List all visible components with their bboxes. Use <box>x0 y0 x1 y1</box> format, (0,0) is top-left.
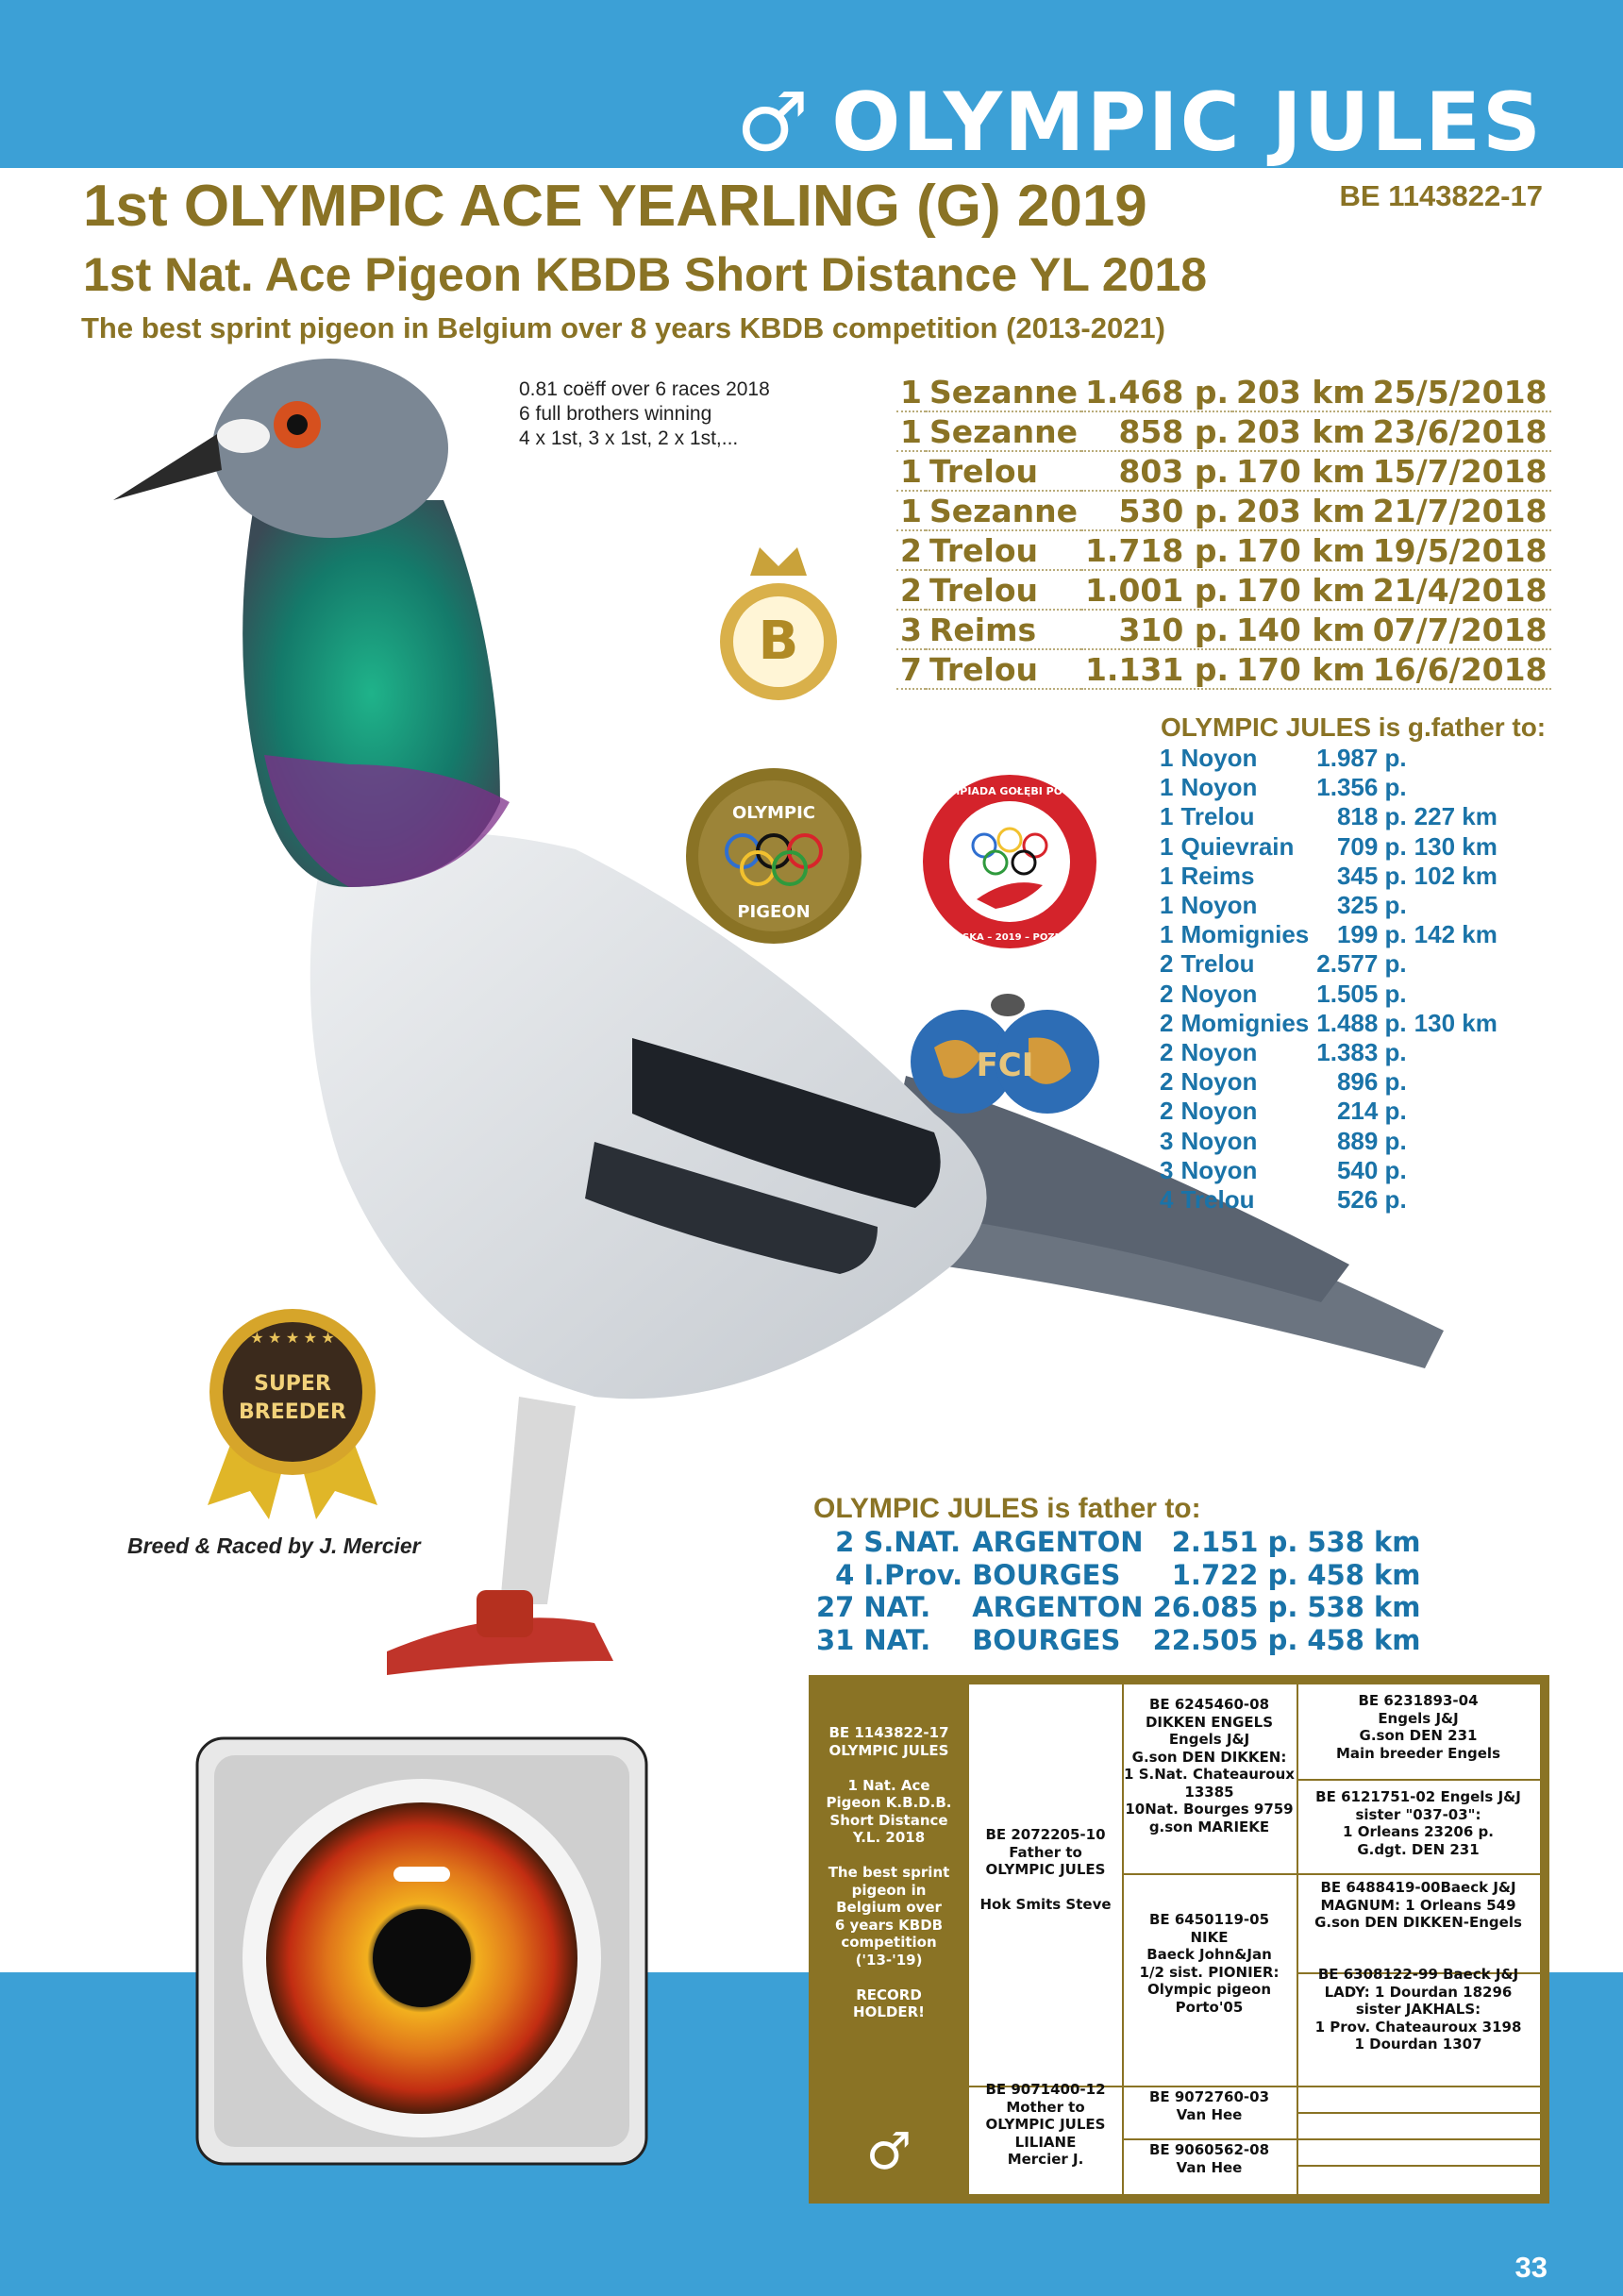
pedigree-line: ('13-'19) <box>855 1951 923 1969</box>
result-row <box>896 570 1551 610</box>
pedigree-line: BE 1143822-17 <box>828 1724 949 1741</box>
result-race: Trelou <box>926 649 1081 689</box>
result-place: 1 <box>896 373 926 411</box>
result-pigeons: 1.468 p. <box>1081 373 1232 411</box>
pedigree-line: Short Distance <box>829 1811 948 1829</box>
pedigree-sire-dam <box>1124 1911 1295 2016</box>
gf-pigeons: 199 p. <box>1336 920 1407 949</box>
pedigree-line: BE 9072760-03 <box>1148 2088 1270 2105</box>
father-race: BOURGES <box>972 1623 1121 1656</box>
father-race: ARGENTON <box>972 1591 1144 1624</box>
pedigree-line: Y.L. 2018 <box>852 1829 926 1846</box>
gf-row <box>1156 862 1501 891</box>
pedigree-line: 1 Dourdan 1307 <box>1354 2036 1482 2053</box>
result-place: 1 <box>896 411 926 451</box>
gf-pigeons: 345 p. <box>1336 861 1407 890</box>
result-row <box>896 373 1551 411</box>
result-place: 7 <box>896 649 926 689</box>
gf-row <box>1156 920 1501 949</box>
gf-place: 1 <box>1160 891 1174 920</box>
gf-place: 2 <box>1160 1037 1174 1066</box>
pedigree-line: Mother to <box>1006 2098 1085 2116</box>
gf-row <box>1156 980 1501 1009</box>
gf-row <box>1156 1038 1501 1067</box>
olympic-pigeon-badge <box>684 766 863 946</box>
tagline: The best sprint pigeon in Belgium over 8 years KBDB competition (2013-2021) <box>81 311 1165 344</box>
gf-km <box>1411 1038 1501 1067</box>
result-race: Sezanne <box>926 491 1081 530</box>
result-race: Trelou <box>926 530 1081 570</box>
result-race: Sezanne <box>926 373 1081 411</box>
result-place: 1 <box>896 451 926 491</box>
gf-pigeons: 1.383 p. <box>1316 1037 1407 1066</box>
super-breeder-badge <box>198 1307 387 1519</box>
kbdb-letter: B <box>758 611 799 672</box>
pedigree-line: MAGNUM: 1 Orleans 549 <box>1320 1896 1516 1914</box>
result-race: Trelou <box>926 451 1081 491</box>
father-place: 31 <box>816 1623 855 1656</box>
result-date: 19/5/2018 <box>1369 530 1551 570</box>
father-place: 4 <box>835 1558 855 1591</box>
gf-row <box>1156 1067 1501 1097</box>
gf-place: 1 <box>1160 861 1174 890</box>
gf-row <box>1156 1156 1501 1185</box>
pedigree-chart <box>809 1675 1549 2204</box>
result-place: 2 <box>896 570 926 610</box>
gf-place: 3 <box>1160 1155 1174 1184</box>
result-race: Sezanne <box>926 411 1081 451</box>
pedigree-sire-sire <box>1124 1696 1295 1835</box>
pedigree-line: BE 6231893-04 <box>1358 1692 1479 1709</box>
gf-km <box>1411 1156 1501 1185</box>
father-pigeons: 2.151 p. <box>1171 1526 1298 1559</box>
result-pigeons: 858 p. <box>1081 411 1232 451</box>
gf-row <box>1156 1185 1501 1215</box>
gf-km <box>1411 773 1501 802</box>
gf-race: Noyon <box>1180 979 1258 1008</box>
gf-pigeons: 1.356 p. <box>1316 773 1407 802</box>
pedigree-line: HOLDER! <box>853 2003 925 2020</box>
father-results-table <box>812 1526 1426 1656</box>
pedigree-line: 1 Prov. Chateauroux 3198 <box>1314 2018 1522 2036</box>
result-pigeons: 310 p. <box>1081 610 1232 649</box>
gf-place: 2 <box>1160 1067 1174 1097</box>
result-km: 203 km <box>1232 491 1369 530</box>
result-date: 25/5/2018 <box>1369 373 1551 411</box>
olympiad-2019-badge <box>891 772 1129 951</box>
gf-row <box>1156 773 1501 802</box>
pedigree-line: Van Hee <box>1176 2105 1243 2123</box>
father-pigeons: 1.722 p. <box>1171 1558 1298 1591</box>
result-row <box>896 610 1551 649</box>
super-text: SUPER <box>254 1372 331 1396</box>
olympiad-title: XXXVI OLIMPIADA GOŁĘBI POCZTOWYCH <box>891 785 1129 797</box>
pedigree-line: 13385 <box>1184 1783 1234 1801</box>
pedigree-line: Engels J&J <box>1378 1709 1459 1727</box>
father-row <box>812 1559 1426 1592</box>
father-km: 458 km <box>1307 1623 1421 1656</box>
father-km: 538 km <box>1307 1591 1421 1624</box>
pedigree-line: BE 6121751-02 Engels J&J <box>1315 1788 1521 1805</box>
pedigree-dam-dam <box>1124 2141 1295 2176</box>
father-level: I.Prov. <box>863 1558 963 1591</box>
pedigree-line: competition <box>841 1934 937 1951</box>
olympiad-bottom: POLSKA – 2019 – POZNAŃ <box>941 932 1079 943</box>
gf-race: Quievrain <box>1180 831 1295 861</box>
result-km: 203 km <box>1232 373 1369 411</box>
pedigree-line: Olympic pigeon <box>1146 1981 1272 1998</box>
gf-place: 2 <box>1160 1008 1174 1037</box>
gf-row <box>1156 1126 1501 1155</box>
ring-number: BE 1143822-17 <box>1339 179 1543 212</box>
pedigree-line: OLYMPIC JULES <box>828 1741 949 1759</box>
gf-km <box>1411 1126 1501 1155</box>
result-date: 23/6/2018 <box>1369 411 1551 451</box>
result-row <box>896 451 1551 491</box>
pedigree-line <box>971 1879 1120 1897</box>
pedigree-line: Engels J&J <box>1168 1731 1250 1748</box>
gf-place: 1 <box>1160 920 1174 949</box>
result-row <box>896 411 1551 451</box>
result-km: 170 km <box>1232 649 1369 689</box>
result-race: Reims <box>926 610 1081 649</box>
pedigree-line <box>816 1759 962 1777</box>
page-number: 33 <box>1514 2251 1548 2284</box>
gf-km <box>1411 744 1501 773</box>
gf-place: 1 <box>1160 744 1174 773</box>
result-pigeons: 1.718 p. <box>1081 530 1232 570</box>
result-km: 203 km <box>1232 411 1369 451</box>
gf-race: Noyon <box>1180 1097 1258 1126</box>
pedigree-line: sister "037-03": <box>1355 1805 1481 1823</box>
fci-text: FCI <box>976 1047 1034 1084</box>
pedigree-line: 6 years KBDB <box>834 1916 944 1934</box>
main-title: 1st OLYMPIC ACE YEARLING (G) 2019 <box>83 174 1147 239</box>
pedigree-divider <box>1122 2086 1540 2087</box>
pedigree-line: Porto'05 <box>1175 1998 1244 2016</box>
result-pigeons: 530 p. <box>1081 491 1232 530</box>
pedigree-sire <box>971 1826 1120 1914</box>
pedigree-line: G.dgt. DEN 231 <box>1357 1840 1480 1858</box>
father-place: 2 <box>835 1526 855 1559</box>
pedigree-line: G.son DEN 231 <box>1359 1727 1478 1744</box>
pedigree-line: BE 6450119-05 <box>1148 1911 1270 1928</box>
father-km: 538 km <box>1307 1526 1421 1559</box>
father-level: NAT. <box>863 1591 931 1624</box>
race-results-table <box>896 373 1551 690</box>
gf-race: Noyon <box>1180 773 1258 802</box>
pedigree-line <box>816 1847 962 1865</box>
father-race: ARGENTON <box>972 1526 1144 1559</box>
gf-km <box>1411 949 1501 979</box>
pedigree-divider <box>1297 2112 1540 2114</box>
pedigree-line: Hok Smits Steve <box>979 1896 1112 1913</box>
gf-race: Momignies <box>1180 920 1310 949</box>
pigeon-name-header <box>736 75 1543 170</box>
breeder-credit: Breed & Raced by J. Mercier <box>127 1533 421 1558</box>
gf-race: Noyon <box>1180 1155 1258 1184</box>
father-place: 27 <box>816 1591 855 1624</box>
pigeon-text: PIGEON <box>737 902 811 922</box>
subtitle: 1st Nat. Ace Pigeon KBDB Short Distance YL 2018 <box>83 248 1208 301</box>
father-race: BOURGES <box>972 1558 1121 1591</box>
gf-pigeons: 889 p. <box>1336 1126 1407 1155</box>
result-pigeons: 803 p. <box>1081 451 1232 491</box>
gf-row <box>1156 832 1501 862</box>
gf-place: 2 <box>1160 949 1174 979</box>
gf-pigeons: 1.505 p. <box>1316 979 1407 1008</box>
olympic-text: OLYMPIC <box>731 803 816 823</box>
pedigree-line: pigeon in <box>851 1881 927 1899</box>
father-title: OLYMPIC JULES is father to: <box>813 1493 1201 1524</box>
pedigree-line: BE 9071400-12 <box>985 2081 1106 2098</box>
gf-pigeons: 325 p. <box>1336 891 1407 920</box>
note-line: 4 x 1st, 3 x 1st, 2 x 1st,... <box>519 427 739 449</box>
pedigree-sdd <box>1298 1966 1538 2053</box>
pedigree-dam-sire <box>1124 2088 1295 2123</box>
result-km: 170 km <box>1232 570 1369 610</box>
pedigree-line: LILIANE <box>1014 2133 1077 2151</box>
father-pigeons: 22.505 p. <box>1152 1623 1298 1656</box>
father-level: NAT. <box>863 1623 931 1656</box>
gf-km <box>1411 980 1501 1009</box>
result-row <box>896 649 1551 689</box>
result-km: 170 km <box>1232 451 1369 491</box>
pedigree-line: sister JAKHALS: <box>1355 2001 1481 2018</box>
result-date: 07/7/2018 <box>1369 610 1551 649</box>
gf-place: 1 <box>1160 802 1174 831</box>
gf-race: Trelou <box>1180 802 1255 831</box>
pedigree-line: g.son MARIEKE <box>1148 1818 1270 1835</box>
father-km: 458 km <box>1307 1558 1421 1591</box>
gf-pigeons: 540 p. <box>1336 1155 1407 1184</box>
gf-km: 102 km <box>1414 861 1498 890</box>
gf-race: Reims <box>1180 861 1255 890</box>
result-date: 21/4/2018 <box>1369 570 1551 610</box>
kbdb-logo <box>712 538 845 708</box>
father-row <box>812 1591 1426 1624</box>
pedigree-line: LADY: 1 Dourdan 18296 <box>1324 1983 1513 2001</box>
pedigree-line: 1/2 sist. PIONIER: <box>1139 1963 1280 1981</box>
father-level: S.NAT. <box>863 1526 962 1559</box>
result-place: 2 <box>896 530 926 570</box>
pedigree-line: BE 2072205-10 <box>985 1826 1106 1843</box>
pedigree-line: Mercier J. <box>1007 2151 1084 2168</box>
result-place: 1 <box>896 491 926 530</box>
male-symbol-icon: ♂ <box>865 2121 912 2181</box>
male-symbol-icon: ♂ <box>736 75 812 170</box>
gf-row <box>1156 1009 1501 1038</box>
pedigree-line: Belgium over <box>836 1899 942 1916</box>
pedigree-subject <box>816 1724 962 2021</box>
gf-place: 4 <box>1160 1184 1174 1214</box>
gf-row <box>1156 949 1501 979</box>
gf-place: 2 <box>1160 1097 1174 1126</box>
pedigree-divider <box>1297 1779 1540 1781</box>
gf-pigeons: 1.987 p. <box>1316 744 1407 773</box>
gf-km: 227 km <box>1414 802 1498 831</box>
gf-pigeons: 709 p. <box>1336 831 1407 861</box>
stars-icon: ★ ★ ★ ★ ★ <box>250 1331 335 1347</box>
gf-place: 3 <box>1160 1126 1174 1155</box>
breeder-text: BREEDER <box>239 1400 346 1424</box>
note-line: 6 full brothers winning <box>519 403 712 425</box>
pedigree-line: BE 6488419-00Baeck J&J <box>1320 1879 1516 1896</box>
pedigree-sds <box>1298 1879 1538 1932</box>
pedigree-divider <box>1122 1873 1540 1875</box>
gf-km: 142 km <box>1414 920 1498 949</box>
gf-race: Noyon <box>1180 1067 1258 1097</box>
gf-pigeons: 1.488 p. <box>1316 1008 1407 1037</box>
gf-row <box>1156 802 1501 831</box>
result-date: 15/7/2018 <box>1369 451 1551 491</box>
result-pigeons: 1.131 p. <box>1081 649 1232 689</box>
gf-race: Trelou <box>1180 1184 1255 1214</box>
result-date: 16/6/2018 <box>1369 649 1551 689</box>
pedigree-line: 10Nat. Bourges 9759 <box>1125 1801 1294 1818</box>
fci-logo <box>906 981 1104 1123</box>
gf-pigeons: 818 p. <box>1336 802 1407 831</box>
gf-race: Noyon <box>1180 1126 1258 1155</box>
pedigree-line: BE 9060562-08 <box>1148 2141 1270 2158</box>
pedigree-line: G.son DEN DIKKEN-Engels <box>1314 1914 1522 1931</box>
result-row <box>896 491 1551 530</box>
pedigree-line: Pigeon K.B.D.B. <box>826 1794 952 1811</box>
pigeon-name: OLYMPIC JULES <box>831 75 1543 170</box>
pedigree-line <box>816 1969 962 1986</box>
result-place: 3 <box>896 610 926 649</box>
pedigree-line: 1 Orleans 23206 p. <box>1343 1823 1494 1840</box>
gf-race: Noyon <box>1180 891 1258 920</box>
grandfather-results-table <box>1156 744 1501 1215</box>
pedigree-line: BE 6245460-08 <box>1148 1696 1270 1713</box>
result-pigeons: 1.001 p. <box>1081 570 1232 610</box>
pedigree-line: Main breeder Engels <box>1335 1744 1500 1762</box>
gf-pigeons: 2.577 p. <box>1316 949 1407 979</box>
gf-race: Noyon <box>1180 1037 1258 1066</box>
father-row <box>812 1526 1426 1559</box>
pedigree-sss <box>1298 1692 1538 1762</box>
gf-km <box>1411 891 1501 920</box>
gf-pigeons: 526 p. <box>1336 1184 1407 1214</box>
gf-race: Trelou <box>1180 949 1255 979</box>
pedigree-divider <box>1122 2138 1540 2140</box>
pedigree-line: 1 S.Nat. Chateauroux <box>1124 1766 1295 1783</box>
pedigree-ssd <box>1298 1788 1538 1858</box>
pedigree-divider <box>1297 2165 1540 2167</box>
father-pigeons: 26.085 p. <box>1152 1591 1298 1624</box>
gf-row <box>1156 744 1501 773</box>
result-race: Trelou <box>926 570 1081 610</box>
result-row <box>896 530 1551 570</box>
gf-place: 2 <box>1160 979 1174 1008</box>
gf-place: 1 <box>1160 831 1174 861</box>
pedigree-line: NIKE <box>1190 1928 1229 1946</box>
gf-km <box>1411 1097 1501 1126</box>
note-line: 0.81 coëff over 6 races 2018 <box>519 378 770 400</box>
pedigree-dam <box>971 2081 1120 2169</box>
gf-km <box>1411 1067 1501 1097</box>
gf-row <box>1156 1097 1501 1126</box>
pedigree-line: Van Hee <box>1176 2158 1243 2176</box>
gf-pigeons: 214 p. <box>1336 1097 1407 1126</box>
gf-race: Noyon <box>1180 744 1258 773</box>
pedigree-line: DIKKEN ENGELS <box>1145 1713 1274 1731</box>
gf-race: Momignies <box>1180 1008 1310 1037</box>
pedigree-line: 1 Nat. Ace <box>847 1776 930 1794</box>
pedigree-line: Father to <box>1009 1843 1082 1861</box>
result-date: 21/7/2018 <box>1369 491 1551 530</box>
pedigree-line: OLYMPIC JULES <box>985 1861 1106 1878</box>
father-row <box>812 1624 1426 1657</box>
gf-place: 1 <box>1160 773 1174 802</box>
gf-km: 130 km <box>1414 1008 1498 1037</box>
gf-row <box>1156 891 1501 920</box>
pedigree-line: RECORD <box>856 1986 922 2003</box>
pedigree-line: The best sprint <box>828 1864 950 1881</box>
result-km: 140 km <box>1232 610 1369 649</box>
eye-photo <box>195 1736 648 2166</box>
grandfather-title: OLYMPIC JULES is g.father to: <box>1161 712 1547 742</box>
result-km: 170 km <box>1232 530 1369 570</box>
gf-km <box>1411 1185 1501 1215</box>
pedigree-line: OLYMPIC JULES <box>985 2116 1106 2133</box>
gf-pigeons: 896 p. <box>1336 1067 1407 1097</box>
pedigree-line: Baeck John&Jan <box>1146 1946 1272 1963</box>
pedigree-line: BE 6308122-99 Baeck J&J <box>1317 1966 1519 1983</box>
pedigree-line: G.son DEN DIKKEN: <box>1131 1748 1287 1766</box>
gf-km: 130 km <box>1414 831 1498 861</box>
